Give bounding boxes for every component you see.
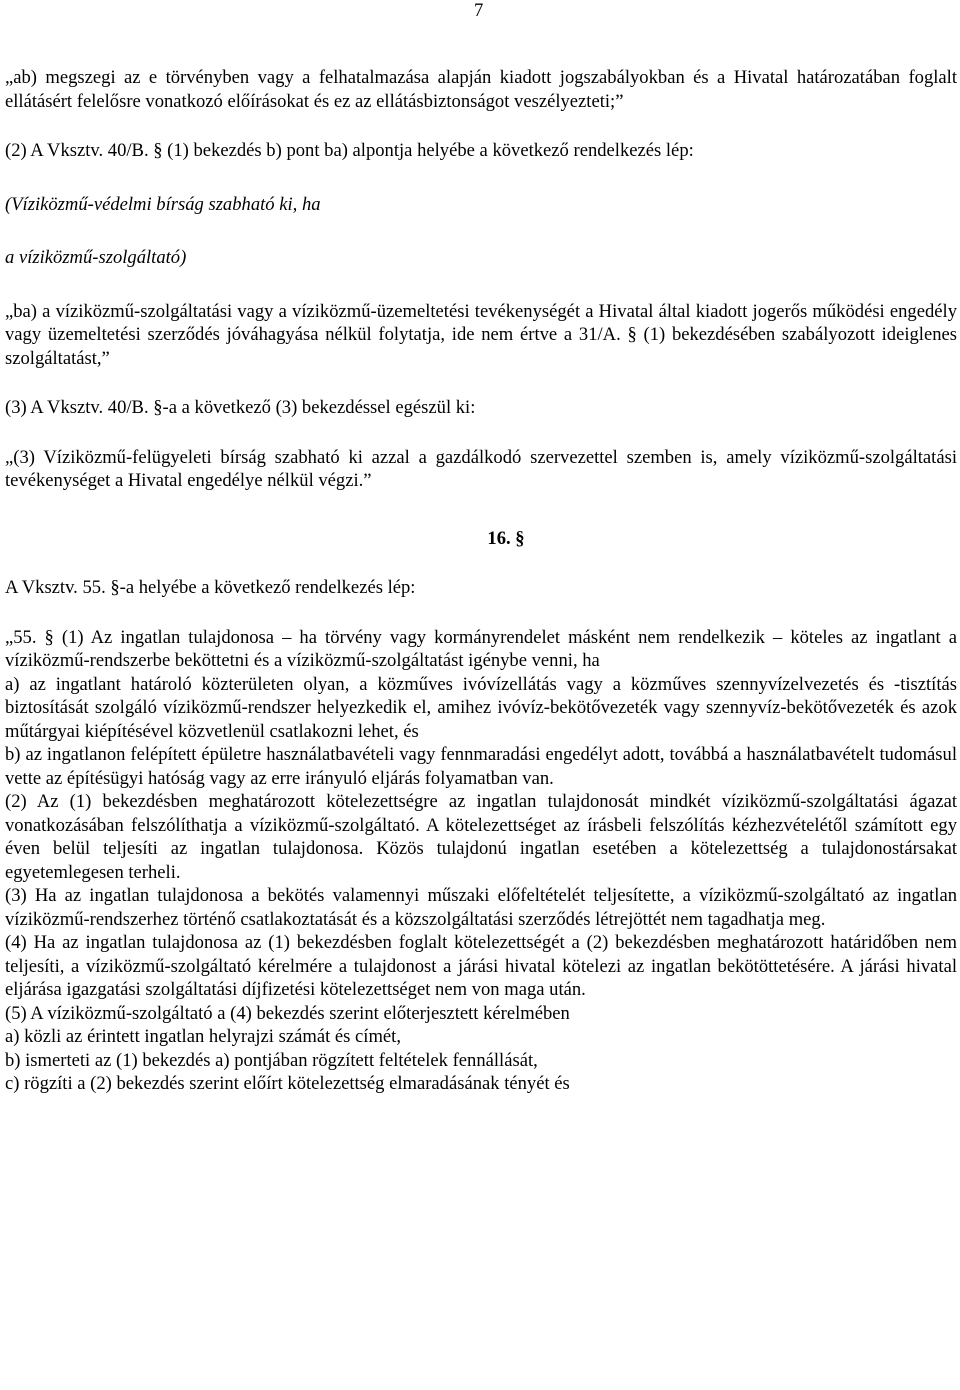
paragraph-context-provider: a víziközmű-szolgáltató) [5,247,187,268]
paragraph-55-1: „55. § (1) Az ingatlan tulajdonosa – ha törvény vagy kormányrendelet másként nem rendelkezik – köteles az ingatlant a víziközmű-rendszerbe beköttetni és a víziközmű-szolgáltatást igénybe venni, ha [5,626,957,671]
paragraph-supervisory-fine: „(3) Víziközmű-felügyeleti bírság szabható ki azzal a gazdálkodó szervezettel szemben is, amely víziközmű-szolgáltatási tevékenységet a Hivatal engedélye nélkül végzi.” [5,446,957,491]
paragraph-section-2-intro: (2) A Vksztv. 40/B. § (1) bekezdés b) pont ba) alpontja helyébe a következő rendelkezés lép: [5,140,694,161]
paragraph-55-1-a: a) az ingatlant határoló közterületen olyan, a közműves ivóvízellátás vagy a közműves szennyvízelvezetés és -tisztítás biztosítását szolgáló víziközmű-rendszer helyezkedik el, amihez ivóvíz-bekötővezeték vagy szennyvíz-bekötővezeték és azok műtárgyai kiépítésével közvetlenül csatlakozni lehet, és [5,673,957,742]
page-number: 7 [474,0,484,21]
paragraph-55-3: (3) Ha az ingatlan tulajdonosa a bekötés valamennyi műszaki előfeltételét teljesítette, a víziközmű-szolgáltató az ingatlan víziközmű-rendszerhez történő csatlakoztatását és a közszolgáltatási szerződés létrejöttét nem tagadhatja meg. [5,885,957,930]
paragraph-ba-amendment: „ba) a víziközmű-szolgáltatási vagy a víziközmű-üzemeltetési tevékenységét a Hivatal által kiadott jogerős működési engedély vagy üzemeltetési szerződés jóváhagyása nélkül folytatja, ide nem értve a 31/A. § (1) bekezdésében szabályozott ideiglenes szolgáltatást,” [5,300,957,369]
document-body [5,66,957,1096]
paragraph-55-5-b: b) ismerteti az (1) bekezdés a) pontjában rögzített feltételek fennállását, [5,1049,538,1071]
paragraph-55-1-b: b) az ingatlanon felépített épületre használatbavételi vagy fennmaradási engedélyt adott, továbbá a használatbavételt tudomásul vette az építésügyi hatóság vagy az erre irányuló eljárás folyamatban van. [5,744,957,789]
paragraph-55-5-a: a) közli az érintett ingatlan helyrajzi számát és címét, [5,1026,401,1047]
paragraph-55-5: (5) A víziközmű-szolgáltató a (4) bekezdés szerint előterjesztett kérelmében [5,1002,570,1024]
paragraph-55-5-c: c) rögzíti a (2) bekezdés szerint előírt kötelezettség elmaradásának tényét és [5,1073,570,1094]
paragraph-55-intro: A Vksztv. 55. §-a helyébe a következő rendelkezés lép: [5,577,416,598]
paragraph-55-2: (2) Az (1) bekezdésben meghatározott kötelezettségre az ingatlan tulajdonosát mindkét víziközmű-szolgáltatási ágazat vonatkozásában felszólíthatja a víziközmű-szolgáltató. A kötelezettséget az írásbeli felszólítás kézhezvételétől számított egy éven belül teljesíti az ingatlan tulajdonosa. Közös tulajdonú ingatlan esetében a kötelezettség a tulajdonostársakat egyetemlegesen terheli. [5,791,957,883]
paragraph-55-4: (4) Ha az ingatlan tulajdonosa az (1) bekezdésben foglalt kötelezettségét a (2) bekezdésben meghatározott határidőben nem teljesíti, a víziközmű-szolgáltató kérelmére a tulajdonost a járási hivatal kötelezi az ingatlan bekötöttetésére. A járási hivatal eljárása igazgatási szolgáltatási díjfizetési kötelezettséget nem von maga után. [5,932,957,1000]
paragraph-context-fine: (Víziközmű-védelmi bírság szabható ki, ha [5,193,321,215]
section-heading: 16. § [487,527,525,549]
paragraph-ab-amendment: „ab) megszegi az e törvényben vagy a felhatalmazása alapján kiadott jogszabályokban és a Hivatal határozatában foglalt ellátásért felelősre vonatkozó előírásokat és ez az ellátásbiztonságot veszélyezteti;” [5,67,957,112]
paragraph-section-3-intro: (3) A Vksztv. 40/B. §-a a következő (3) bekezdéssel egészül ki: [5,397,476,418]
